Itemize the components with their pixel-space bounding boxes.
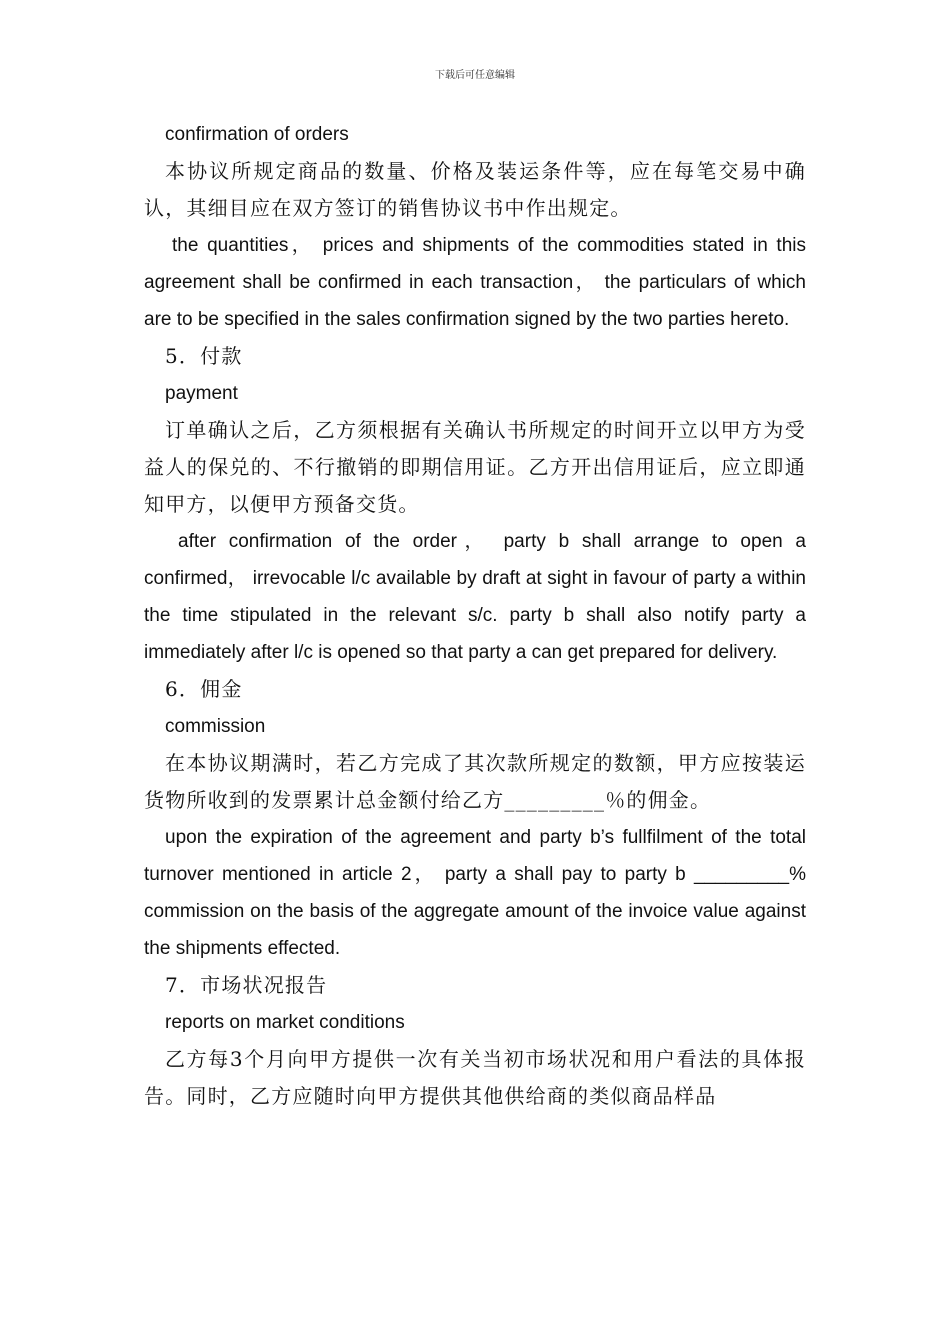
- paragraph-commission-en: upon the expiration of the agreement and party b’s fullfilment of the total turnover mentioned in article 2， party a shall pay to party b _________% commission on the basis of the aggregate amount of the invoice value against the shipments effected.: [144, 827, 806, 959]
- heading-confirmation-of-orders: confirmation of orders: [165, 124, 349, 145]
- page-header: 下载后可任意编辑: [435, 70, 515, 81]
- paragraph-payment-zh: 订单确认之后，乙方须根据有关确认书所规定的时间开立以甲方为受益人的保兑的、不行撤销的即期信用证。乙方开出信用证后，应立即通知甲方，以便甲方预备交货。: [144, 418, 806, 516]
- section-heading-market-reports-en: reports on market conditions: [165, 1012, 405, 1033]
- section-heading-payment-zh: 5．付款: [165, 344, 243, 368]
- section-heading-commission-en: commission: [165, 716, 266, 737]
- section-heading-payment-en: payment: [165, 383, 238, 404]
- paragraph-commission-zh: 在本协议期满时，若乙方完成了其次款所规定的数额，甲方应按装运货物所收到的发票累计总金额付给乙方_________％的佣金。: [144, 751, 806, 812]
- document-body: [144, 116, 806, 1115]
- paragraph-confirmation-en: the quantities， prices and shipments of the commodities stated in this agreement shall be confirmed in each transaction， the particulars of which are to be specified in the sales confirmation signed by the two parties hereto.: [144, 235, 806, 330]
- paragraph-payment-en: after confirmation of the order， party b shall arrange to open a confirmed， irrevocable l/c available by draft at sight in favour of party a within the time stipulated in the relevant s/c. party b shall also notify party a immediately after l/c is opened so that party a can get prepared for delivery.: [144, 531, 806, 663]
- paragraph-confirmation-zh: 本协议所规定商品的数量、价格及装运条件等，应在每笔交易中确认，其细目应在双方签订的销售协议书中作出规定。: [144, 159, 806, 220]
- section-heading-commission-zh: 6．佣金: [165, 677, 243, 701]
- section-heading-market-reports-zh: 7．市场状况报告: [165, 973, 328, 997]
- paragraph-market-reports-zh: 乙方每3个月向甲方提供一次有关当初市场状况和用户看法的具体报告。同时，乙方应随时向甲方提供其他供给商的类似商品样品: [144, 1047, 806, 1108]
